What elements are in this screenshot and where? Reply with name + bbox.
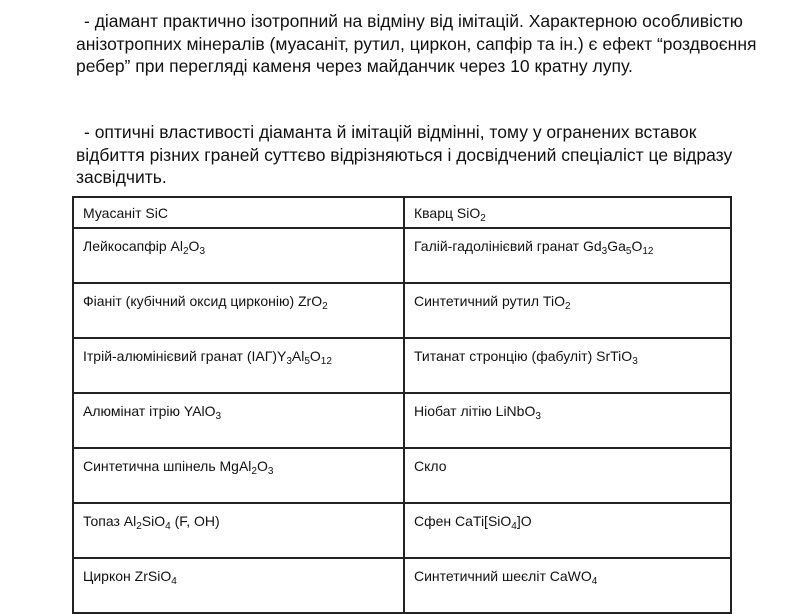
formula-subscript: 3 [286, 356, 292, 367]
formula-subscript: 3 [267, 466, 274, 477]
paragraph-optical-text: - оптичні властивості діаманта й імітацій відмінні, тому у огранених вставок відбиття різних граней суттєво відрізняються і досвідчений спеціаліст це відразу засвідчить. [76, 122, 733, 187]
table-cell-left: Топаз $Al_2SiO_4$ (F, OH) [73, 503, 404, 558]
table-row [73, 393, 731, 448]
table-cell-right: Скло [404, 448, 731, 503]
table-cell-left: Ітрій-алюмінієвий гранат $(ІАГ)Y_3Al_5O_{12}$ [73, 338, 404, 393]
formula-subscript: 4 [511, 521, 517, 532]
table-cell-right: Ніобат літію LiNbO$_3$ [404, 393, 731, 448]
paragraph-isotropy-text: - діамант практично ізотропний на відміну від імітацій. Характерною особливістю анізотропних мінералів (муасаніт, рутил, циркон, сапфір та ін.) є ефект “роздвоєння ребер” при перегляді каменя через майданчик через 10 кратну лупу. [76, 11, 757, 76]
formula-subscript: 2 [564, 301, 571, 312]
table-cell-right: Галій-гадолінієвий гранат $Gd_3Ga_5O_{12}$ [404, 228, 731, 283]
formula-subscript: 4 [591, 576, 598, 587]
formula-subscript: 5 [625, 246, 632, 257]
table-row [73, 503, 731, 558]
table-row [73, 338, 731, 393]
paragraph-isotropy [76, 10, 766, 78]
paragraph-optical [76, 121, 766, 189]
formula-subscript: 3 [199, 246, 205, 257]
formula-subscript: 3 [601, 246, 608, 257]
formula-subscript: 2 [322, 301, 328, 312]
table-cell-left: Алюмінат ітрію YAlO$_3$ [73, 393, 404, 448]
table-row [73, 283, 731, 338]
table-cell-right: Синтетичний шеєліт CaWO$_4$ [404, 558, 731, 613]
formula-subscript: 12 [642, 246, 654, 257]
table-row [73, 197, 731, 228]
formula-subscript: 12 [320, 356, 332, 367]
table-row [73, 228, 731, 283]
table-cell-right: Синтетичний рутил TiO$_2$ [404, 283, 731, 338]
table-cell-right: Титанат стронцію (фабуліт) SrTiO$_3$ [404, 338, 731, 393]
formula-subscript: 4 [165, 521, 171, 532]
formula-subscript: 5 [304, 356, 310, 367]
formula-subscript: 2 [136, 521, 142, 532]
table-cell-left: Циркон ZrSiO$_4$ [73, 558, 404, 613]
formula-subscript: 2 [480, 213, 486, 224]
formula-subscript: 2 [251, 466, 257, 477]
formula-subscript: 3 [632, 356, 638, 367]
imitations-table [72, 196, 732, 614]
table-cell-right: Кварц SiO$_2$ [404, 197, 731, 228]
table-row [73, 558, 731, 613]
imitations-table-body [73, 197, 731, 613]
table-cell-left: Муасаніт SiC [73, 197, 404, 228]
table-cell-left: Лейкосапфір $Al_2O_3$ [73, 228, 404, 283]
formula-subscript: 3 [535, 411, 541, 422]
table-cell-left: Синтетична шпінель $MgAl_2O_3$ [73, 448, 404, 503]
formula-subscript: 2 [182, 246, 189, 257]
formula-subscript: 4 [171, 576, 177, 587]
table-cell-right: Сфен CaTi[SiO$_4$]O [404, 503, 731, 558]
table-cell-left: Фіаніт (кубічний оксид цирконію) ZrO$_2$ [73, 283, 404, 338]
formula-subscript: 3 [215, 411, 222, 422]
table-row [73, 448, 731, 503]
